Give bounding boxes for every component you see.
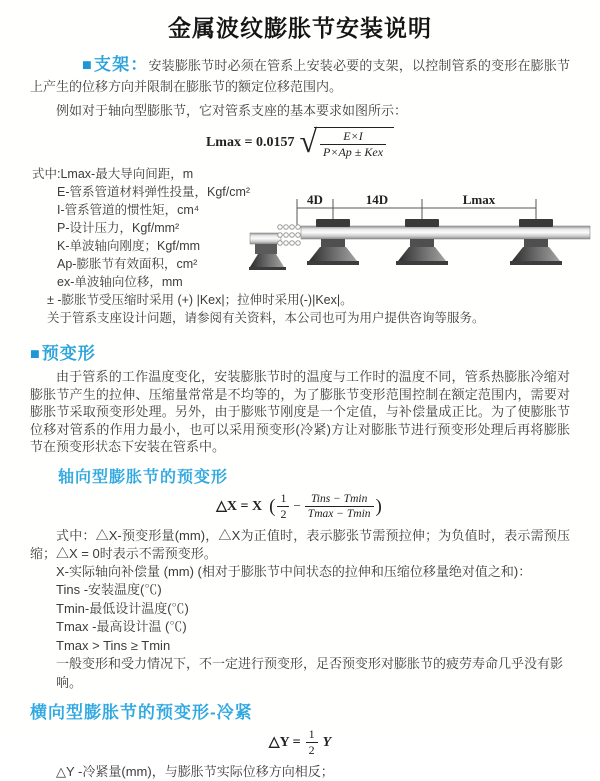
definition-item: ex-单波轴向位移，mm — [57, 275, 183, 289]
axial-detail-line: Tins -安装温度(℃) — [56, 582, 162, 597]
predeform-heading-label: 预变形 — [41, 344, 96, 363]
fraction-numerator: Tins − Tmin — [310, 492, 368, 505]
dimension-label-14d: 14D — [365, 192, 389, 207]
definitions-and-diagram — [30, 165, 570, 327]
minus-operator: − — [293, 498, 301, 513]
axial-detail-line: 一般变形和受力情况下，不一定进行预变形，足否预变形对膨胀节的疲劳寿命几乎没有影响。 — [56, 656, 564, 690]
support-heading-label: 支架： — [93, 55, 149, 74]
definition-item: 式中:Lmax-最大导向间距，m — [32, 167, 194, 181]
support-intro-text: 安装膨胀节时必须在管系上安装必要的支架，以控制管系的变形在膨胀节上产生的位移方向并限制在膨胀节的额定位移范围内。 — [30, 58, 570, 94]
definition-item: K-单波轴向刚度；Kgf/mm — [57, 239, 201, 253]
dimension-label-lmax: Lmax — [462, 192, 496, 207]
lmax-formula-numerator: E×I — [343, 129, 363, 143]
page-title: 金属波纹膨胀节安装说明 — [168, 15, 432, 41]
support-section-heading — [56, 55, 148, 74]
right-paren: ) — [375, 495, 382, 517]
axial-detail-line: Tmax -最高设计温 (℃) — [56, 619, 187, 634]
axial-detail-line: Tmax > Tins ≥ Tmin — [56, 637, 171, 653]
axial-detail-line: Tmin-最低设计温度(℃) — [56, 600, 189, 616]
bellows — [278, 225, 301, 246]
axial-formula-explanation: 式中：△X-预变形量(mm)，△X为正值时，表示膨张节需预拉伸；为负值时，表示需预压缩；△X = 0时表示不需预变形。 — [30, 527, 570, 561]
fraction-denominator: 2 — [306, 742, 318, 757]
closing-note: 关于管系支座设计问题，请参阅有关资料，本公司也可为用户提供咨询等服务。 — [47, 311, 485, 325]
radical-sign-icon: √ — [299, 123, 318, 159]
lmax-formula — [30, 123, 570, 159]
axial-formula — [30, 492, 570, 521]
section-marker-icon: ■ — [30, 345, 41, 363]
anchor-support — [249, 244, 286, 270]
dimension-label-4d: 4D — [307, 192, 323, 207]
fraction-denominator: 2 — [277, 506, 289, 521]
fraction-numerator: 1 — [280, 490, 287, 505]
support-intro-paragraph — [30, 54, 570, 97]
predeform-paragraph: 由于管系的工作温度变化，安装膨胀节时的温度与工作时的温度不同，管系热膨胀冷缩对膨胀节产生的拉伸、压缩量常常是不均等的，为了膨胀节变形范围控制在额定范围内，需要对膨胀节采取预变形处理。另外，由于膨账节刚度是一个定值，与补偿量成正比。为了使膨胀节位移对管系的作用力最小，也可以采用预变形(冷紧)方让对膨胀节进行预变形处理后再将膨胀节在预变形状态下安装在管系中。 — [30, 369, 570, 454]
predeform-section-heading — [30, 339, 570, 364]
plus-minus-note: ± -膨胀节受压缩时采用 (+) |Kex|；拉伸时采用(-)|Kex|。 — [47, 293, 353, 307]
pipe — [301, 226, 590, 239]
lmax-formula-lhs: Lmax = 0.0157 — [205, 134, 295, 150]
definition-item: E-管系管道材料弹性投量，Kgf/cm² — [57, 185, 251, 199]
one-half-fraction — [277, 492, 289, 521]
lateral-formula — [30, 728, 570, 757]
axial-section-heading: 轴向型膨胀节的预变形 — [58, 468, 229, 486]
pipe-stub — [250, 233, 281, 244]
definition-item: Ap-膨胀节有效面积，cm² — [57, 257, 198, 271]
one-half-fraction — [306, 728, 318, 757]
lateral-section-heading: 横向型膨胀节的预变形-冷紧 — [30, 703, 253, 722]
lateral-formula-lhs: △Y = — [268, 735, 301, 750]
left-paren: ( — [269, 495, 276, 517]
support-example-line: 例如对于轴向型膨胀节，它对管系支座的基本要求如图所示： — [56, 103, 408, 118]
sqrt-expression — [299, 123, 394, 159]
lmax-formula-denominator: P×Ap ± Kex — [320, 144, 386, 159]
definition-item: P-设计压力，Kgf/mm² — [57, 221, 180, 235]
axial-formula-lhs: △X = X — [216, 498, 263, 514]
section-marker-icon: ■ — [82, 56, 93, 74]
definition-item: I-管系管道的惯性矩，cm⁴ — [57, 203, 200, 217]
axial-detail-lines — [30, 563, 570, 693]
lateral-formula-rhs: Y — [322, 734, 332, 750]
lateral-note: △Y -冷紧量(mm)，与膨胀节实际位移方向相反； — [56, 764, 334, 779]
temperature-fraction — [305, 493, 374, 520]
fraction-numerator: 1 — [308, 727, 315, 741]
fraction-denominator: Tmax − Tmin — [305, 506, 374, 520]
axial-detail-line: X-实际轴向补偿量 (mm) (相对于膨胀节中间状态的拉伸和压缩位移量绝对值之和)： — [56, 563, 532, 579]
sqrt-body — [314, 127, 394, 159]
pipe-support-diagram — [248, 187, 593, 282]
lmax-fraction — [320, 130, 386, 159]
